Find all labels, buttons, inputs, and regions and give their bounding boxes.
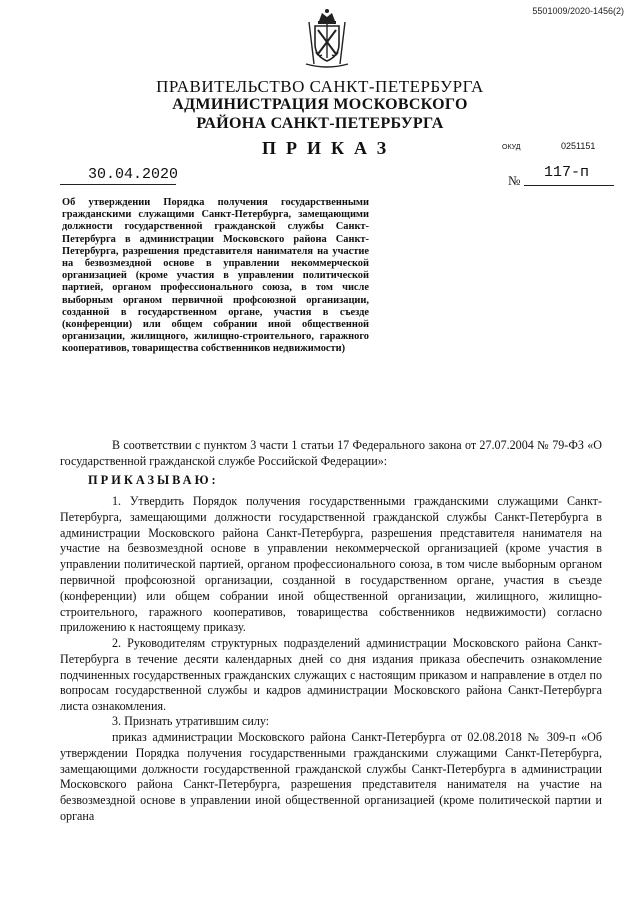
preamble-text: В соответствии с пунктом 3 части 1 статьи 17 Федерального закона от 27.07.2004 № 79-ФЗ «О государственной гражданской службе Российской Федерации»:	[60, 438, 602, 468]
okud-label: ОКУД	[502, 144, 521, 151]
order-keyword: ПРИКАЗЫВАЮ:	[88, 473, 219, 487]
document-barcode-code: 5501009/2020-1456(2)	[532, 6, 624, 16]
order-number: 117-п	[544, 164, 590, 181]
paragraph-4	[60, 730, 602, 825]
paragraph-1	[60, 494, 602, 636]
okud-code: 0251151	[561, 141, 596, 151]
administration-name-line2: РАЙОНА САНКТ-ПЕТЕРБУРГА	[196, 115, 444, 132]
paragraph-1-text: 1. Утвердить Порядок получения государственными гражданскими служащими Санкт-Петербурга, замещающими должности государственной гражданской службы Санкт-Петербурга в администрации Московского района Санкт-Петербурга, разрешения представителя нанимателя на участие на безвозмездной основе в управлении некоммерческой организацией (кроме участия в управлении политической партией, органом профессионального союза, в том числе выборным органом первичной профсоюзной организации, созданной в государственном органе, участия в съезде (конференции) или общем собрании иной общественной организации, жилищного, жилищно-строительного, гаражного кооперативов, товарищества собственников недвижимости) согласно приложению к настоящему приказу.	[60, 494, 602, 635]
number-sign: №	[508, 173, 521, 188]
number-underline	[524, 185, 614, 186]
paragraph-3	[60, 714, 602, 730]
paragraph-3-text: 3. Признать утратившим силу:	[112, 714, 270, 728]
preamble-paragraph	[60, 438, 602, 470]
document-title: ПРИКАЗ	[262, 138, 397, 158]
paragraph-4-text: приказ администрации Московского района Санкт-Петербурга от 02.08.2018 № 309-п «Об утверждении Порядка получения государственными гражданскими служащими Санкт-Петербурга, замещающими должности государственной гражданской службы Санкт-Петербурга в администрации Московского района Санкт-Петербурга, разрешения представителя нанимателя на участие на безвозмездной основе в управлении иной общественной организацией (кроме политической партии и органа	[60, 730, 602, 823]
order-date: 30.04.2020	[88, 166, 179, 183]
administration-name-line1: АДМИНИСТРАЦИЯ МОСКОВСКОГО	[172, 96, 468, 113]
paragraph-2	[60, 636, 602, 715]
government-name: ПРАВИТЕЛЬСТВО САНКТ-ПЕТЕРБУРГА	[156, 77, 484, 96]
paragraph-2-text: 2. Руководителям структурных подразделений администрации Московского района Санкт-Петербурга в течение десяти календарных дней со дня издания приказа обеспечить ознакомление подчиненных государственных гражданских служащих с настоящим приказом и направление в отдел по вопросам государственной службы и кадров администрации Московского района Санкт-Петербурга листа ознакомления.	[60, 636, 602, 714]
coat-of-arms-emblem	[304, 8, 350, 68]
date-underline	[60, 184, 176, 185]
order-subject: Об утверждении Порядка получения государственными гражданскими служащими Санкт-Петербурга, замещающими должности государственной гражданской службы Санкт-Петербурга в администрации Московского района Санкт-Петербурга, разрешения представителя нанимателя на участие на безвозмездной основе в управлении некоммерческой организацией (кроме участия в управлении политической партией, органом профессионального союза, в том числе выборным органом первичной профсоюзной организации, созданной в государственном органе, участия в съезде (конференции) или общем собрании иной общественной организации, жилищного, жилищно-строительного, гаражного кооперативов, товарищества собственников недвижимости)	[62, 197, 369, 355]
